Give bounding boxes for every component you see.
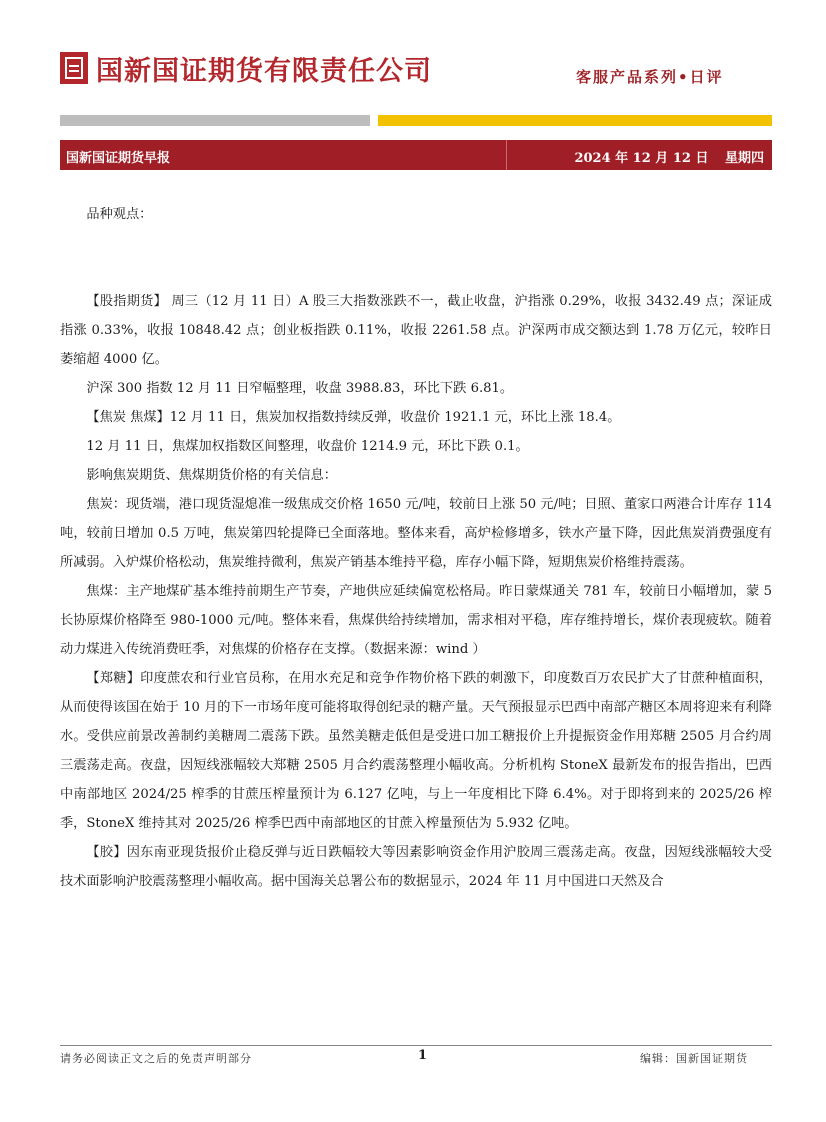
report-weekday: 星期四 xyxy=(724,151,764,166)
company-name: 国新国证期货有限责任公司 xyxy=(96,55,432,87)
footer-divider xyxy=(60,1045,772,1046)
paragraph-coking-coal-index: 12 月 11 日，焦煤加权指数区间整理，收盘价 1214.9 元，环比下跌 0.1。 xyxy=(86,439,529,454)
report-header-band xyxy=(60,140,772,170)
header-divider xyxy=(506,140,507,170)
paragraph-coke-info-heading: 影响焦炭期货、焦煤期货价格的有关信息： xyxy=(86,468,337,483)
paragraph-coking-coal: 焦煤：主产地煤矿基本维持前期生产节奏，产地供应延续偏宽松格局。昨日蒙煤通关 781 车，较前日小幅增加，蒙 5 长协原煤价格降至 980-1000 元/吨。整体来看，焦煤供给持续增加，需求相对平稳，库存维持增长，煤价表现疲软。随着动力煤进入传统消费旺季，对焦煤的价格存在支撑。（数据来源：wind ） xyxy=(60,584,772,657)
page-number: 1 xyxy=(418,1048,428,1063)
paragraph-coke: 焦炭：现货端，港口现货湿熄准一级焦成交价格 1650 元/吨，较前日上涨 50 元/吨；日照、董家口两港合计库存 114 吨，较前日增加 0.5 万吨，焦炭第四轮提降已全面落地。整体来看，高炉检修增多，铁水产量下降，因此焦炭消费强度有所减弱。入炉煤价格松动，焦炭维持微利，焦炭产销基本维持平稳，库存小幅下降，短期焦炭价格维持震荡。 xyxy=(60,497,772,570)
paragraph-rubber: 【胶】因东南亚现货报价止稳反弹与近日跌幅较大等因素影响资金作用沪胶周三震荡走高。夜盘，因短线涨幅较大受技术面影响沪胶震荡整理小幅收高。据中国海关总署公布的数据显示，2024 年 11 月中国进口天然及合 xyxy=(60,845,772,889)
company-logo xyxy=(60,50,432,86)
paragraph-stock-index: 【股指期货】 周三（12 月 11 日）A 股三大指数涨跌不一，截止收盘，沪指涨 0.29%，收报 3432.49 点；深证成指涨 0.33%，收报 10848.42 点；创业板指跌 0.11%，收报 2261.58 点。沪深两市成交额达到 1.78 万亿元，较昨日萎缩超 4000 亿。 xyxy=(60,294,772,367)
decorative-bar-yellow xyxy=(378,115,772,126)
paragraph-coke-index: 【焦炭 焦煤】12 月 11 日，焦炭加权指数持续反弹，收盘价 1921.1 元，环比上涨 18.4。 xyxy=(86,410,621,425)
footer-disclaimer: 请务必阅读正文之后的免责声明部分 xyxy=(60,1052,252,1065)
report-body xyxy=(60,200,772,896)
report-date xyxy=(562,147,764,166)
paragraph-csi300: 沪深 300 指数 12 月 11 日窄幅整理，收盘 3988.83，环比下跌 6.81。 xyxy=(86,381,514,396)
company-logo-icon xyxy=(60,52,88,84)
product-series-label: 客服产品系列•日评 xyxy=(576,68,724,86)
paragraph-sugar: 【郑糖】印度蔗农和行业官员称，在用水充足和竞争作物价格下跌的刺激下，印度数百万农民扩大了甘蔗种植面积，从而使得该国在始于 10 月的下一市场年度可能将取得创纪录的糖产量。天气预报显示巴西中南部产糖区本周将迎来有利降水。受供应前景改善制约美糖周二震荡下跌。虽然美糖走低但是受进口加工糖报价上升提振资金作用郑糖 2505 月合约周三震荡走高。夜盘，因短线涨幅较大郑糖 2505 月合约震荡整理小幅收高。分析机构 StoneX 最新发布的报告指出，巴西中南部地区 2024/25 榨季的甘蔗压榨量预计为 6.127 亿吨，与上一年度相比下降 6.4%。对于即将到来的 2025/26 榨季，StoneX 维持其对 2025/26 榨季巴西中南部地区的甘蔗入榨量预估为 5.932 亿吨。 xyxy=(60,671,772,831)
blank-space xyxy=(60,229,772,287)
footer-editor: 编辑：国新国证期货 xyxy=(640,1052,748,1065)
report-date-text: 2024 年 12 月 12 日 xyxy=(574,151,709,166)
decorative-bar-gray xyxy=(60,115,370,126)
section-intro: 品种观点： xyxy=(86,207,153,222)
report-title: 国新国证期货早报 xyxy=(66,151,171,166)
